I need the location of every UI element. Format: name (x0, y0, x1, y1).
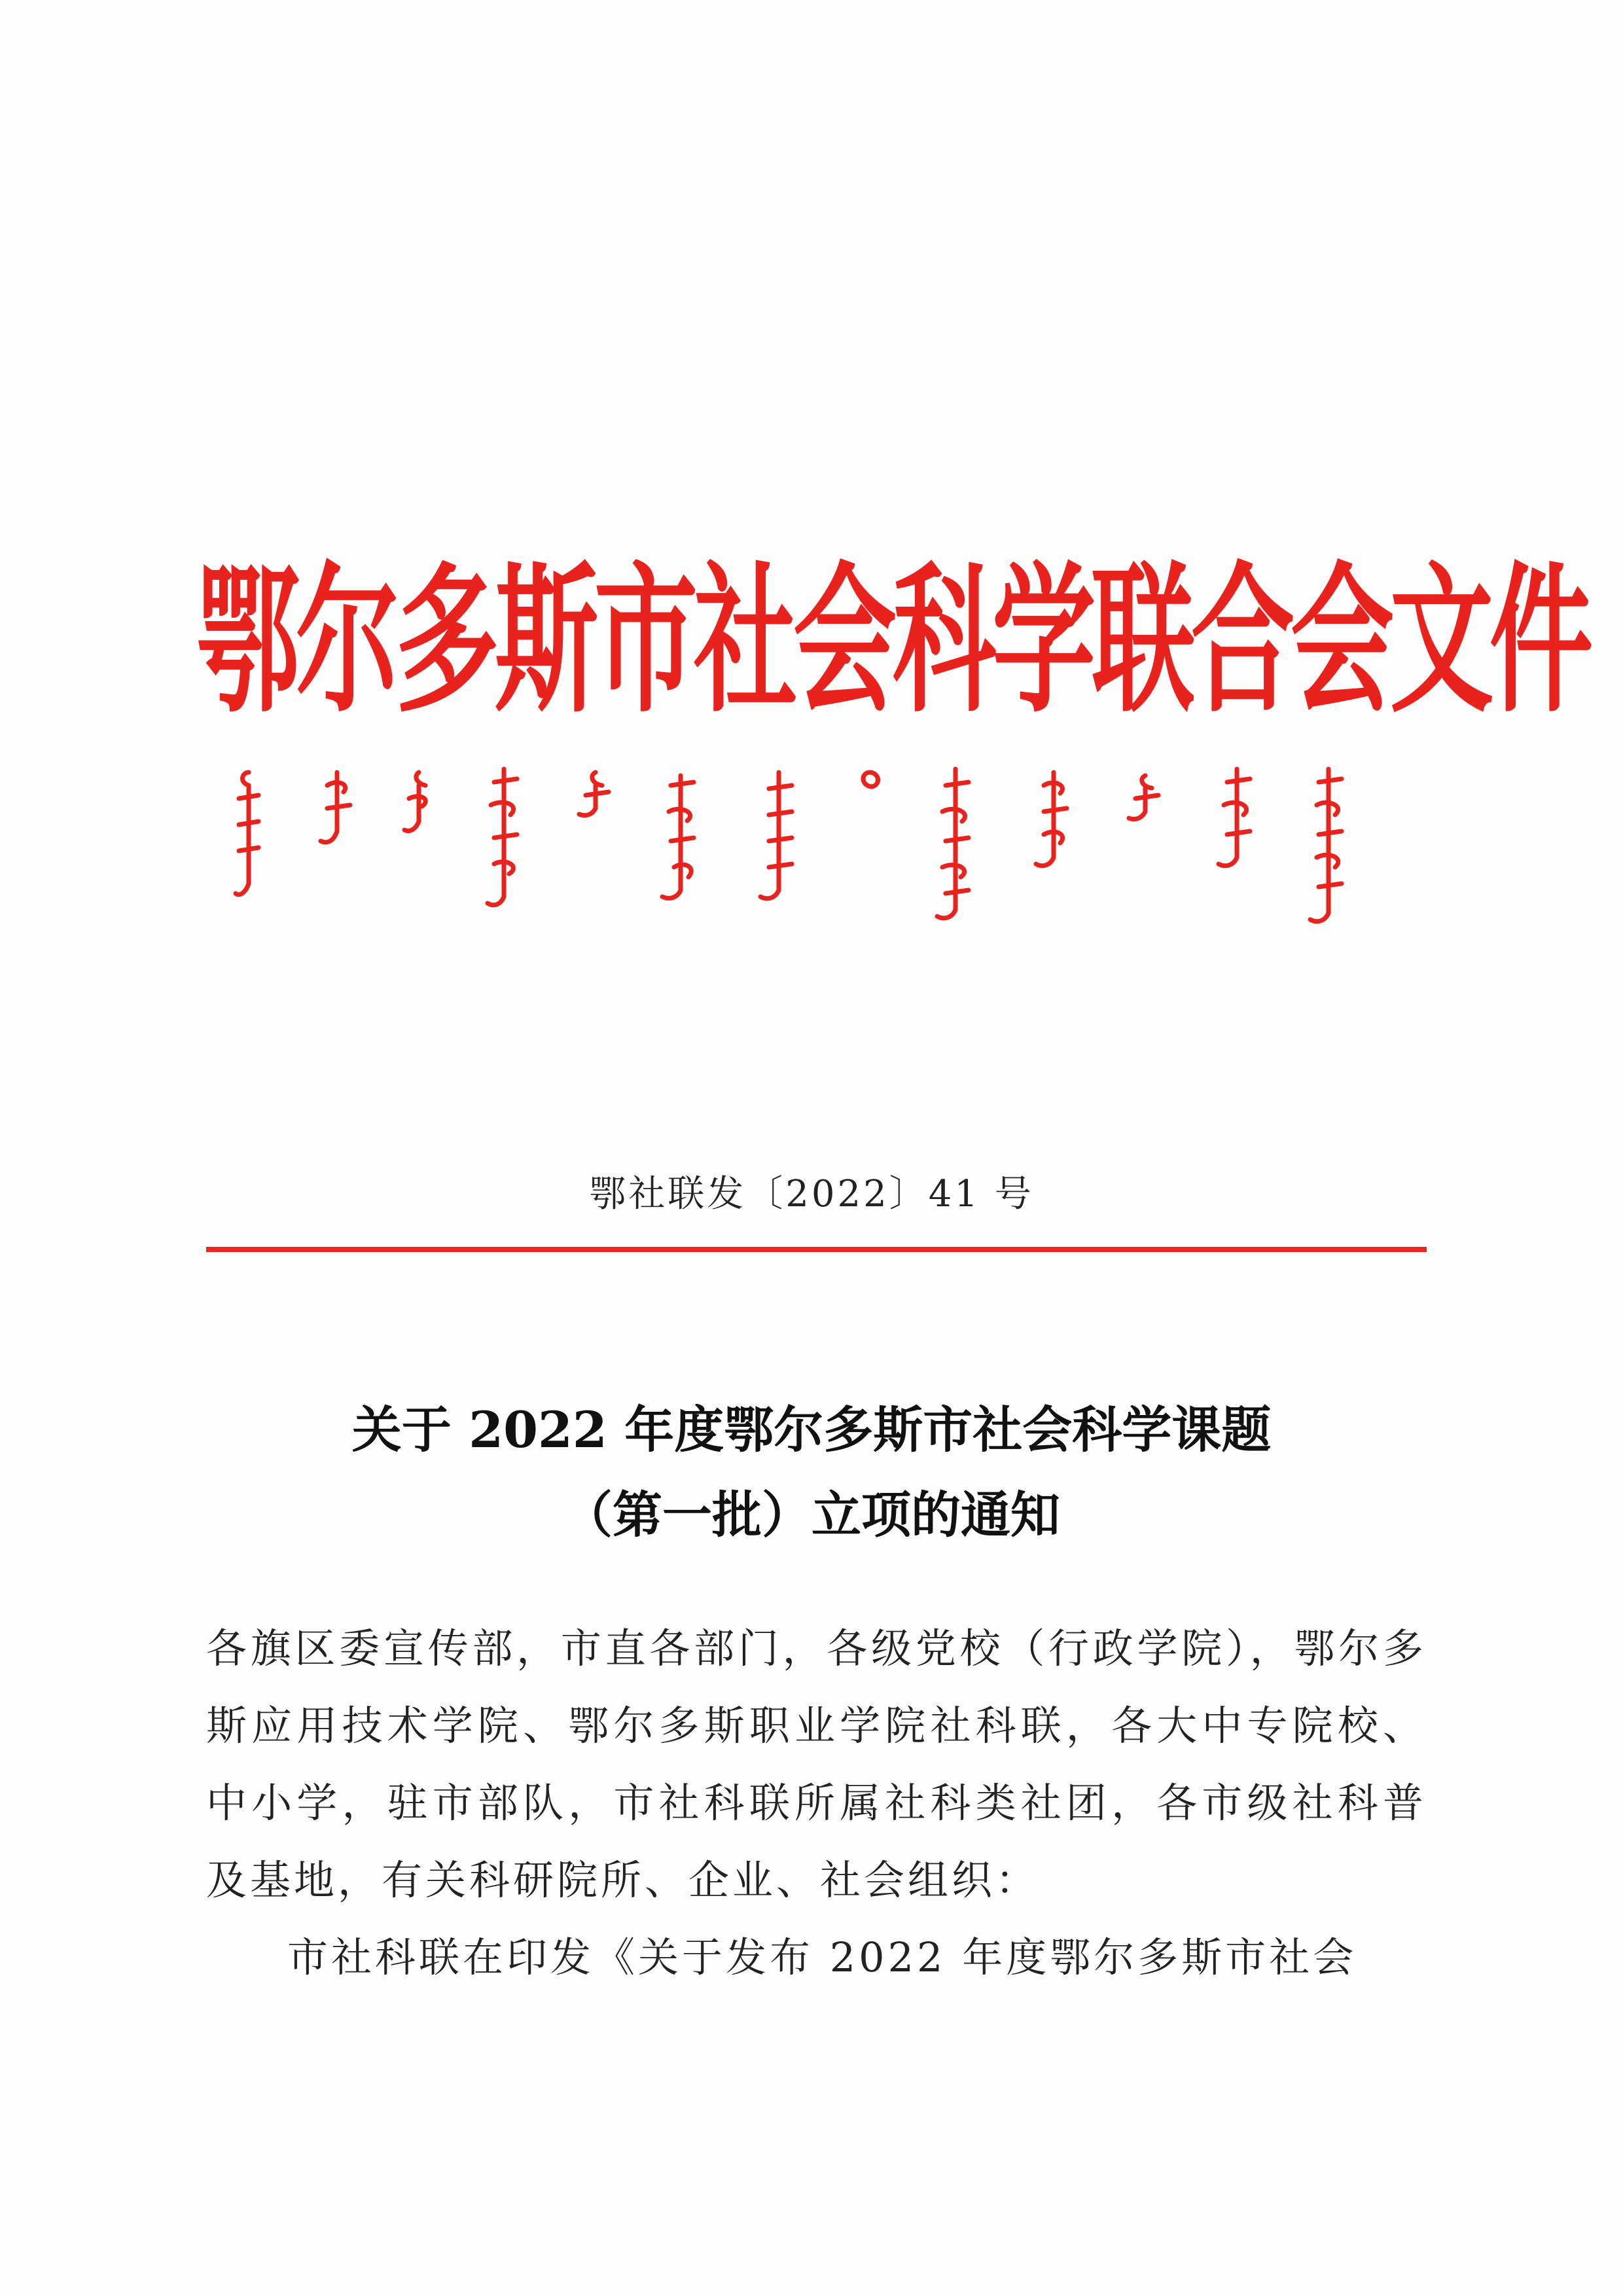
title-line-1: 关于 2022 年度鄂尔多斯市社会科学课题 (351, 1401, 1272, 1459)
red-divider-rule (206, 1247, 1427, 1252)
body-paragraph-1: 市社科联在印发《关于发布 2022 年度鄂尔多斯市社会 (287, 1933, 1357, 1981)
recipients-paragraph: 各旗区委宣传部，市直各部门，各级党校（行政学院），鄂尔多斯应用技术学院、鄂尔多斯职业学院社科联，各大中专院校、中小学，驻市部队，市社科联所属社科类社团，各市级社科普及基地，有关科研院所、企业、社会组织： (206, 1624, 1427, 1904)
document-title (0, 1388, 1623, 1558)
title-line-2: （第一批）立项的通知 (563, 1486, 1060, 1544)
masthead-title: 鄂尔多斯市社会科学联合会文件 (196, 548, 1589, 735)
mongolian-script-glyphs (223, 759, 1414, 929)
document-body (206, 1610, 1427, 1996)
mongolian-script-title (223, 759, 1414, 929)
document-number: 鄂社联发〔2022〕41 号 (589, 1173, 1034, 1215)
